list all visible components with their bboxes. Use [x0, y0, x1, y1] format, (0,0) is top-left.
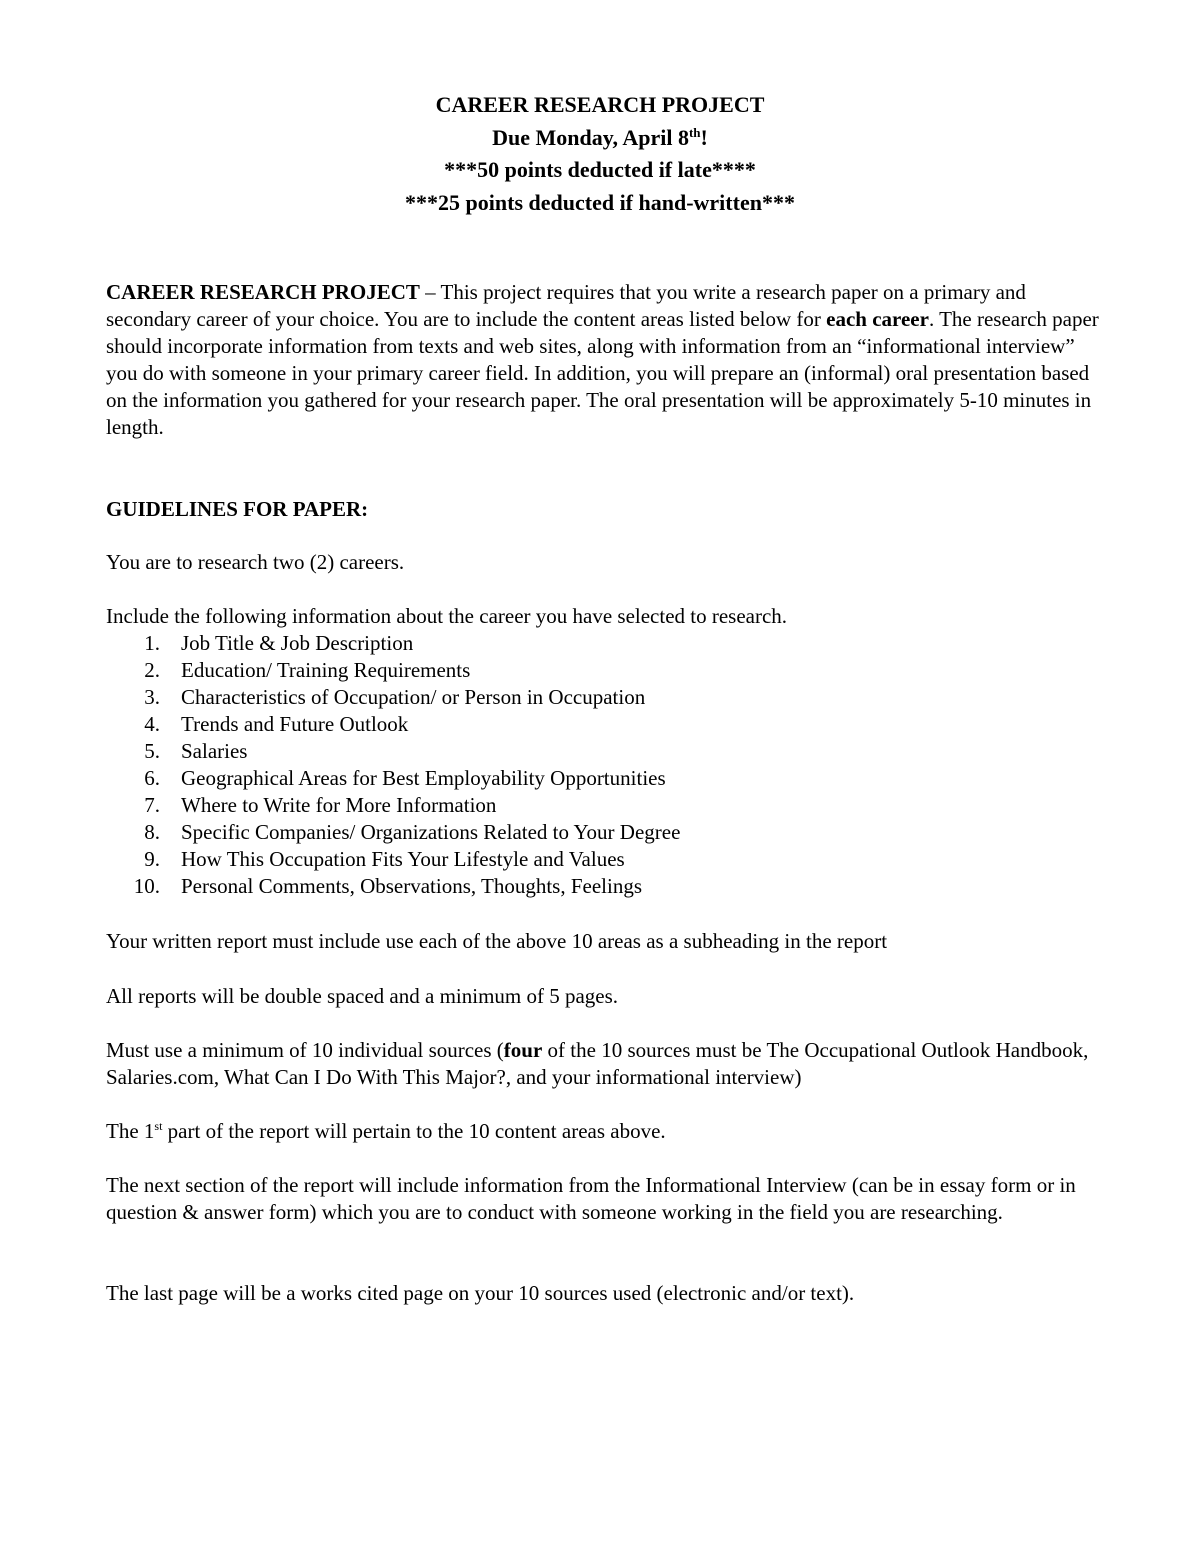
intro-emphasis: each career [826, 307, 929, 331]
list-item-label: Geographical Areas for Best Employability Opportunities [181, 766, 666, 790]
list-item [106, 873, 680, 900]
list-item-number: 6. [144, 766, 160, 790]
list-item-label: Job Title & Job Description [181, 631, 414, 655]
handwritten-penalty-notice: ***25 points deducted if hand-written*** [405, 189, 795, 215]
list-item-label: Trends and Future Outlook [181, 712, 409, 736]
first-part-prefix: The 1 [106, 1119, 155, 1143]
intro-paragraph [106, 279, 1106, 441]
list-item [106, 738, 680, 765]
spacing-note: All reports will be double spaced and a minimum of 5 pages. [106, 984, 619, 1008]
sources-prefix: Must use a minimum of 10 individual sources ( [106, 1038, 504, 1062]
sources-suffix: of the 10 sources must be The Occupational Outlook Handbook, Salaries.com, What Can I Do With This Major?, and your informational interview) [106, 1038, 1089, 1089]
list-item-number: 10. [133, 874, 160, 898]
due-date-text: Due Monday, April 8 [492, 124, 689, 150]
intro-lead: CAREER RESEARCH PROJECT [106, 280, 420, 304]
due-date-ordinal: th [688, 124, 701, 140]
list-item-number: 2. [144, 658, 160, 682]
list-item-number: 8. [144, 820, 160, 844]
list-item [106, 630, 680, 657]
sources-emphasis: four [503, 1038, 543, 1062]
list-item-label: Personal Comments, Observations, Thoughts, Feelings [181, 874, 643, 898]
due-date-exclaim: ! [700, 124, 708, 150]
list-item-label: Salaries [181, 739, 248, 763]
first-part-note [106, 1118, 1116, 1145]
list-item-number: 1. [144, 631, 160, 655]
list-item [106, 684, 680, 711]
list-item [106, 657, 680, 684]
list-item-number: 9. [144, 847, 160, 871]
subheading-note: Your written report must include use each of the above 10 areas as a subheading in the report [106, 929, 888, 953]
content-areas-list [106, 630, 680, 900]
list-item-label: Characteristics of Occupation/ or Person in Occupation [181, 685, 646, 709]
list-item-number: 5. [144, 739, 160, 763]
first-part-suffix: part of the report will pertain to the 10 content areas above. [162, 1119, 666, 1143]
list-item [106, 711, 680, 738]
late-penalty-notice: ***50 points deducted if late**** [444, 157, 756, 182]
two-careers-note: You are to research two (2) careers. [106, 550, 405, 574]
guidelines-heading: GUIDELINES FOR PAPER: [106, 497, 369, 521]
list-item-number: 3. [144, 685, 160, 709]
list-item-label: How This Occupation Fits Your Lifestyle and Values [181, 847, 625, 871]
list-item [106, 846, 680, 873]
list-item-number: 7. [144, 793, 160, 817]
works-cited-note: The last page will be a works cited page on your 10 sources used (electronic and/or text). [106, 1281, 855, 1305]
list-item-label: Specific Companies/ Organizations Related to Your Degree [181, 820, 681, 844]
list-item-label: Education/ Training Requirements [181, 658, 471, 682]
list-item [106, 765, 680, 792]
first-part-ordinal: st [154, 1119, 163, 1133]
sources-note [106, 1037, 1116, 1091]
include-intro: Include the following information about the career you have selected to research. [106, 604, 788, 628]
intro-text-1: – This project requires that you write a research paper on a primary and secondary career of your choice. You are to include the content areas listed below for [106, 280, 1026, 331]
next-section-note: The next section of the report will include information from the Informational Interview (can be in essay form or in question & answer form) which you are to conduct with someone working in the field you are researching. [106, 1173, 1076, 1224]
document-header [0, 89, 1200, 219]
intro-text-2: . The research paper should incorporate information from texts and web sites, along with information from an “informational interview” you do with someone in your primary career field. In addition, you will prepare an (informal) oral presentation based on the information you gathered for your research paper. The oral presentation will be approximately 5-10 minutes in length. [106, 307, 1099, 439]
document-title: CAREER RESEARCH PROJECT [435, 92, 765, 117]
list-item-number: 4. [144, 712, 160, 736]
list-item-label: Where to Write for More Information [181, 793, 497, 817]
list-item [106, 792, 680, 819]
list-item [106, 819, 680, 846]
due-date [0, 122, 1200, 155]
